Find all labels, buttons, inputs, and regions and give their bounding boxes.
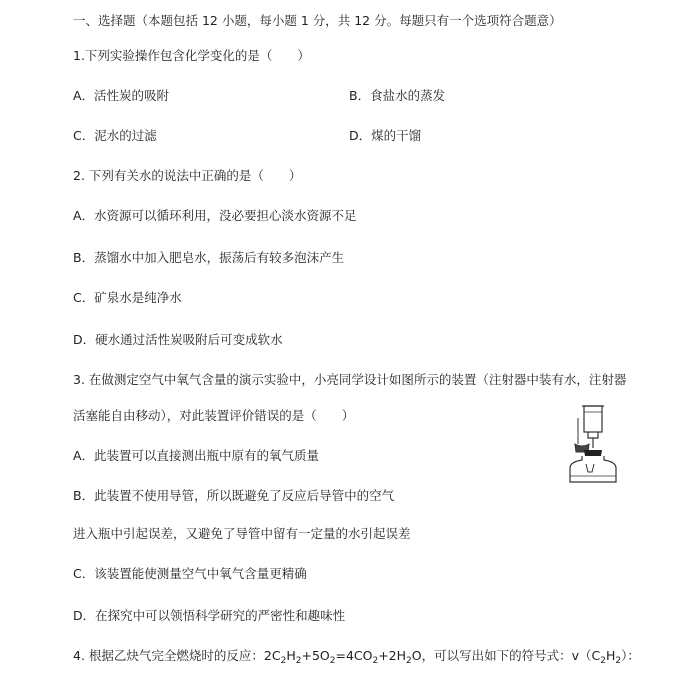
question-2-option-d: D．硬水通过活性炭吸附后可变成软水 <box>73 332 283 347</box>
question-2-stem: 2. 下列有关水的说法中正确的是（ ） <box>73 168 302 183</box>
equation: $2C_2H_2+5O_2=4CO_2+2H_2O$ <box>263 648 422 666</box>
syringe-apparatus-figure <box>560 404 620 484</box>
question-3-stem-line2: 活塞能自由移动），对此装置评价错误的是（ ） <box>73 408 355 423</box>
question-1-option-c: C．泥水的过滤 <box>73 128 157 143</box>
question-4-stem-suffix: ，可以写出如下的符号式：v（C <box>421 648 601 663</box>
question-3-option-b-line1: B．此装置不使用导管，所以既避免了反应后导管中的空气 <box>73 488 395 503</box>
question-1-option-d: D．煤的干馏 <box>349 128 422 143</box>
question-3-option-c: C．该装置能使测量空气中氧气含量更精确 <box>73 566 307 581</box>
syringe-apparatus-drawing <box>560 404 620 484</box>
question-2-option-b: B．蒸馏水中加入肥皂水，振荡后有较多泡沫产生 <box>73 250 345 265</box>
question-1-option-b: B．食盐水的蒸发 <box>349 88 446 103</box>
question-4-stem: 4. 根据乙炔气完全燃烧时的反应：$2C_2H_2+5O_2=4CO_2+2H_2O$，可以写出如下的符号式：$v(C_2H_2)$： <box>73 648 640 666</box>
question-3-option-a: A．此装置可以直接测出瓶中原有的氧气质量 <box>73 448 320 463</box>
question-1-stem: 1.下列实验操作包含化学变化的是（ ） <box>73 48 310 63</box>
question-4-stem-prefix: 4. 根据乙炔气完全燃烧时的反应： <box>73 648 264 663</box>
question-2-option-c: C．矿泉水是纯净水 <box>73 290 182 305</box>
question-2-option-a: A．水资源可以循环利用，没必要担心淡水资源不足 <box>73 208 357 223</box>
section-heading: 一、选择题（本题包括 12 小题，每小题 1 分，共 12 分。每题只有一个选项符合题意） <box>73 13 562 28</box>
question-3-option-b-line2: 进入瓶中引起误差，又避免了导管中留有一定量的水引起误差 <box>73 526 411 541</box>
question-3-option-d: D．在探究中可以领悟科学研究的严密性和趣味性 <box>73 608 346 623</box>
question-1-option-a: A．活性炭的吸附 <box>73 88 170 103</box>
question-3-stem-line1: 3. 在做测定空气中氧气含量的演示实验中，小亮同学设计如图所示的装置（注射器中装有水，注射器 <box>73 372 627 387</box>
